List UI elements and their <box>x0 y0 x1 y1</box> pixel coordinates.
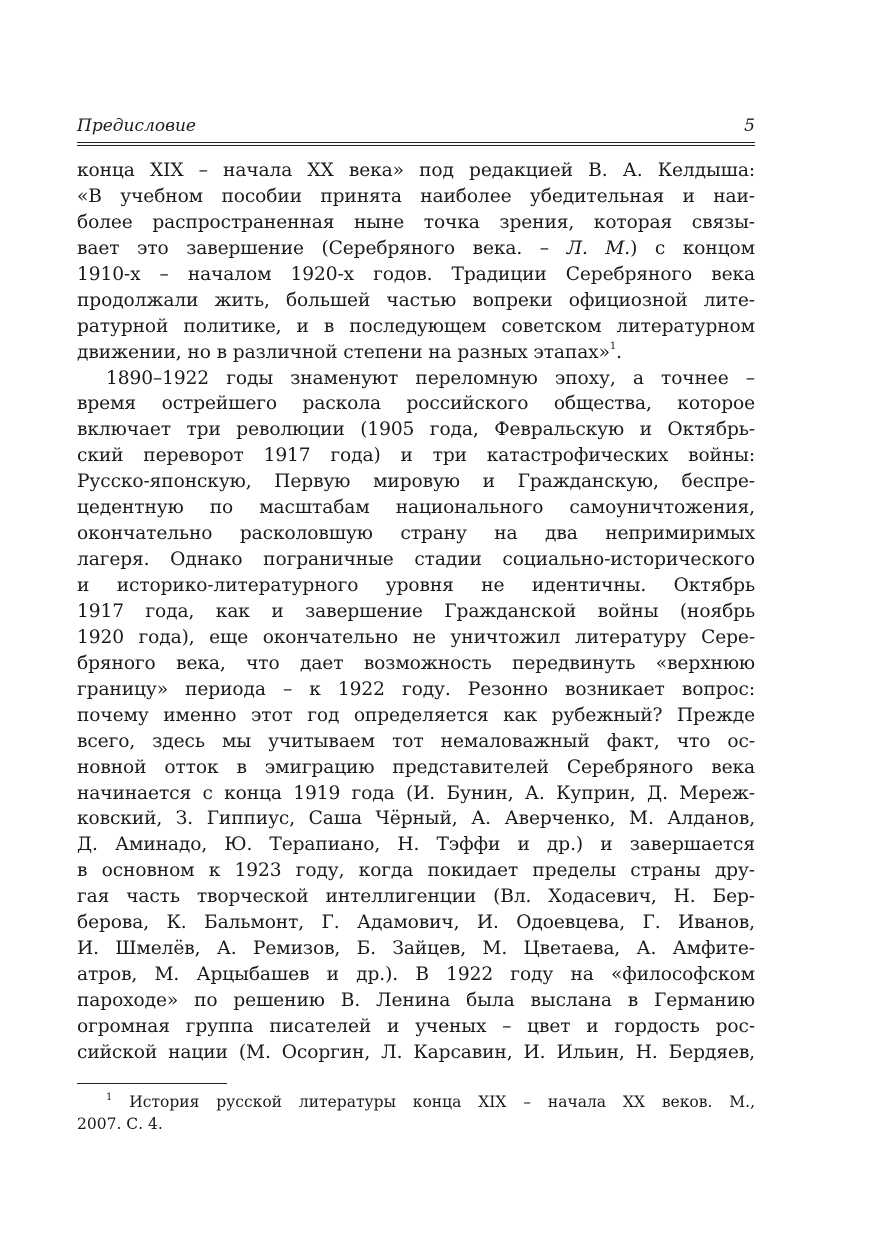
text-line: пароходе» по решению В. Ленина была выслана в Германию <box>77 990 755 1011</box>
text-line: Д. Аминадо, Ю. Терапиано, Н. Тэффи и др.) и завершается <box>77 834 755 856</box>
text-line: гая часть творческой интеллигенции (Вл. Ходасевич, Н. Бер- <box>77 886 755 908</box>
footnote-rule <box>77 1083 227 1084</box>
text-line: окончательно расколовшую страну на два непримиримых <box>77 523 755 545</box>
text-line: включает три революции (1905 года, Февральскую и Октябрь- <box>77 419 755 441</box>
text-line: ратурной политике, и в последующем советском литературном <box>77 315 755 337</box>
text-line: 1920 года), еще окончательно не уничтожил литературу Сере- <box>77 626 755 648</box>
text-line: бряного века, что дает возможность передвинуть «верхнюю <box>77 652 755 674</box>
text-run: вает это завершение (Серебряного века. – <box>77 237 567 259</box>
text-line: ковский, З. Гиппиус, Саша Чёрный, А. Аверченко, М. Алданов, <box>77 808 755 830</box>
text-line: огромная группа писателей и ученых – цвет и гордость рос- <box>77 1015 755 1037</box>
text-line: конца XIX – начала XX века» под редакцией В. А. Келдыша: <box>77 160 755 181</box>
footnote-line <box>77 1091 755 1113</box>
text-line: время острейшего раскола российского общества, которое <box>77 393 755 415</box>
text-line <box>77 236 755 262</box>
section-title: Предисловие <box>77 116 196 136</box>
footnote-reference: 1 <box>609 340 617 352</box>
page <box>77 0 755 1241</box>
text-line: 1917 года, как и завершение Гражданской войны (ноябрь <box>77 600 755 622</box>
text-line: и историко-литературного уровня не идентичны. Октябрь <box>77 575 755 596</box>
text-line: всего, здесь мы учитываем тот немаловажный факт, что ос- <box>77 730 755 752</box>
text-run: ) с концом <box>630 237 755 259</box>
text-line: более распространенная ныне точка зрения, которая связы- <box>77 211 755 233</box>
text-line <box>77 340 755 366</box>
page-number: 5 <box>744 116 755 136</box>
text-run: . <box>616 341 622 363</box>
paragraph-2 <box>77 366 755 1066</box>
text-run: движении, но в различной степени на разных этапах» <box>77 341 610 363</box>
text-line: цедентную по масштабам национального самоуничтожения, <box>77 497 755 519</box>
text-line: сийской нации (М. Осоргин, Л. Карсавин, И. Ильин, Н. Бердяев, <box>77 1041 755 1063</box>
text-line: границу» периода – к 1922 году. Резонно возникает вопрос: <box>77 678 755 700</box>
text-line: Русско-японскую, Первую мировую и Гражданскую, беспре- <box>77 471 755 493</box>
header-rule <box>77 142 755 146</box>
text-line: начинается с конца 1919 года (И. Бунин, А. Куприн, Д. Мереж- <box>77 782 755 804</box>
text-line: 1890–1922 годы знаменуют переломную эпоху, а точнее – <box>106 367 755 389</box>
paragraph-1 <box>77 158 755 366</box>
text-line: ский переворот 1917 года) и три катастрофических войны: <box>77 445 755 467</box>
text-line: лагеря. Однако пограничные стадии социально-исторического <box>77 549 755 571</box>
text-line: продолжали жить, большей частью вопреки официозной лите- <box>77 289 755 311</box>
text-line: в основном к 1923 году, когда покидает пределы страны дру- <box>77 860 755 882</box>
text-line: И. Шмелёв, А. Ремизов, Б. Зайцев, М. Цветаева, А. Амфите- <box>77 938 755 960</box>
text-line: почему именно этот год определяется как рубежный? Прежде <box>77 704 755 726</box>
text-line: новной отток в эмиграцию представителей Серебряного века <box>77 756 755 778</box>
text-line: 1910-х – началом 1920-х годов. Традиции Серебряного века <box>77 263 755 285</box>
text-line: атров, М. Арцыбашев и др.). В 1922 году на «философском <box>77 964 755 986</box>
footnote-line: 2007. С. 4. <box>77 1115 163 1133</box>
text-line: «В учебном пособии принята наиболее убедительная и наи- <box>77 185 755 207</box>
body-text <box>77 158 755 1066</box>
footnote-marker: 1 <box>106 1092 113 1103</box>
author-initials: Л. М. <box>566 237 631 259</box>
footnote <box>77 1091 755 1135</box>
footnote-text: История русской литературы конца XIX – начала XX веков. М., <box>129 1093 755 1111</box>
text-line: берова, К. Бальмонт, Г. Адамович, И. Одоевцева, Г. Иванов, <box>77 912 755 934</box>
running-header <box>77 116 755 140</box>
